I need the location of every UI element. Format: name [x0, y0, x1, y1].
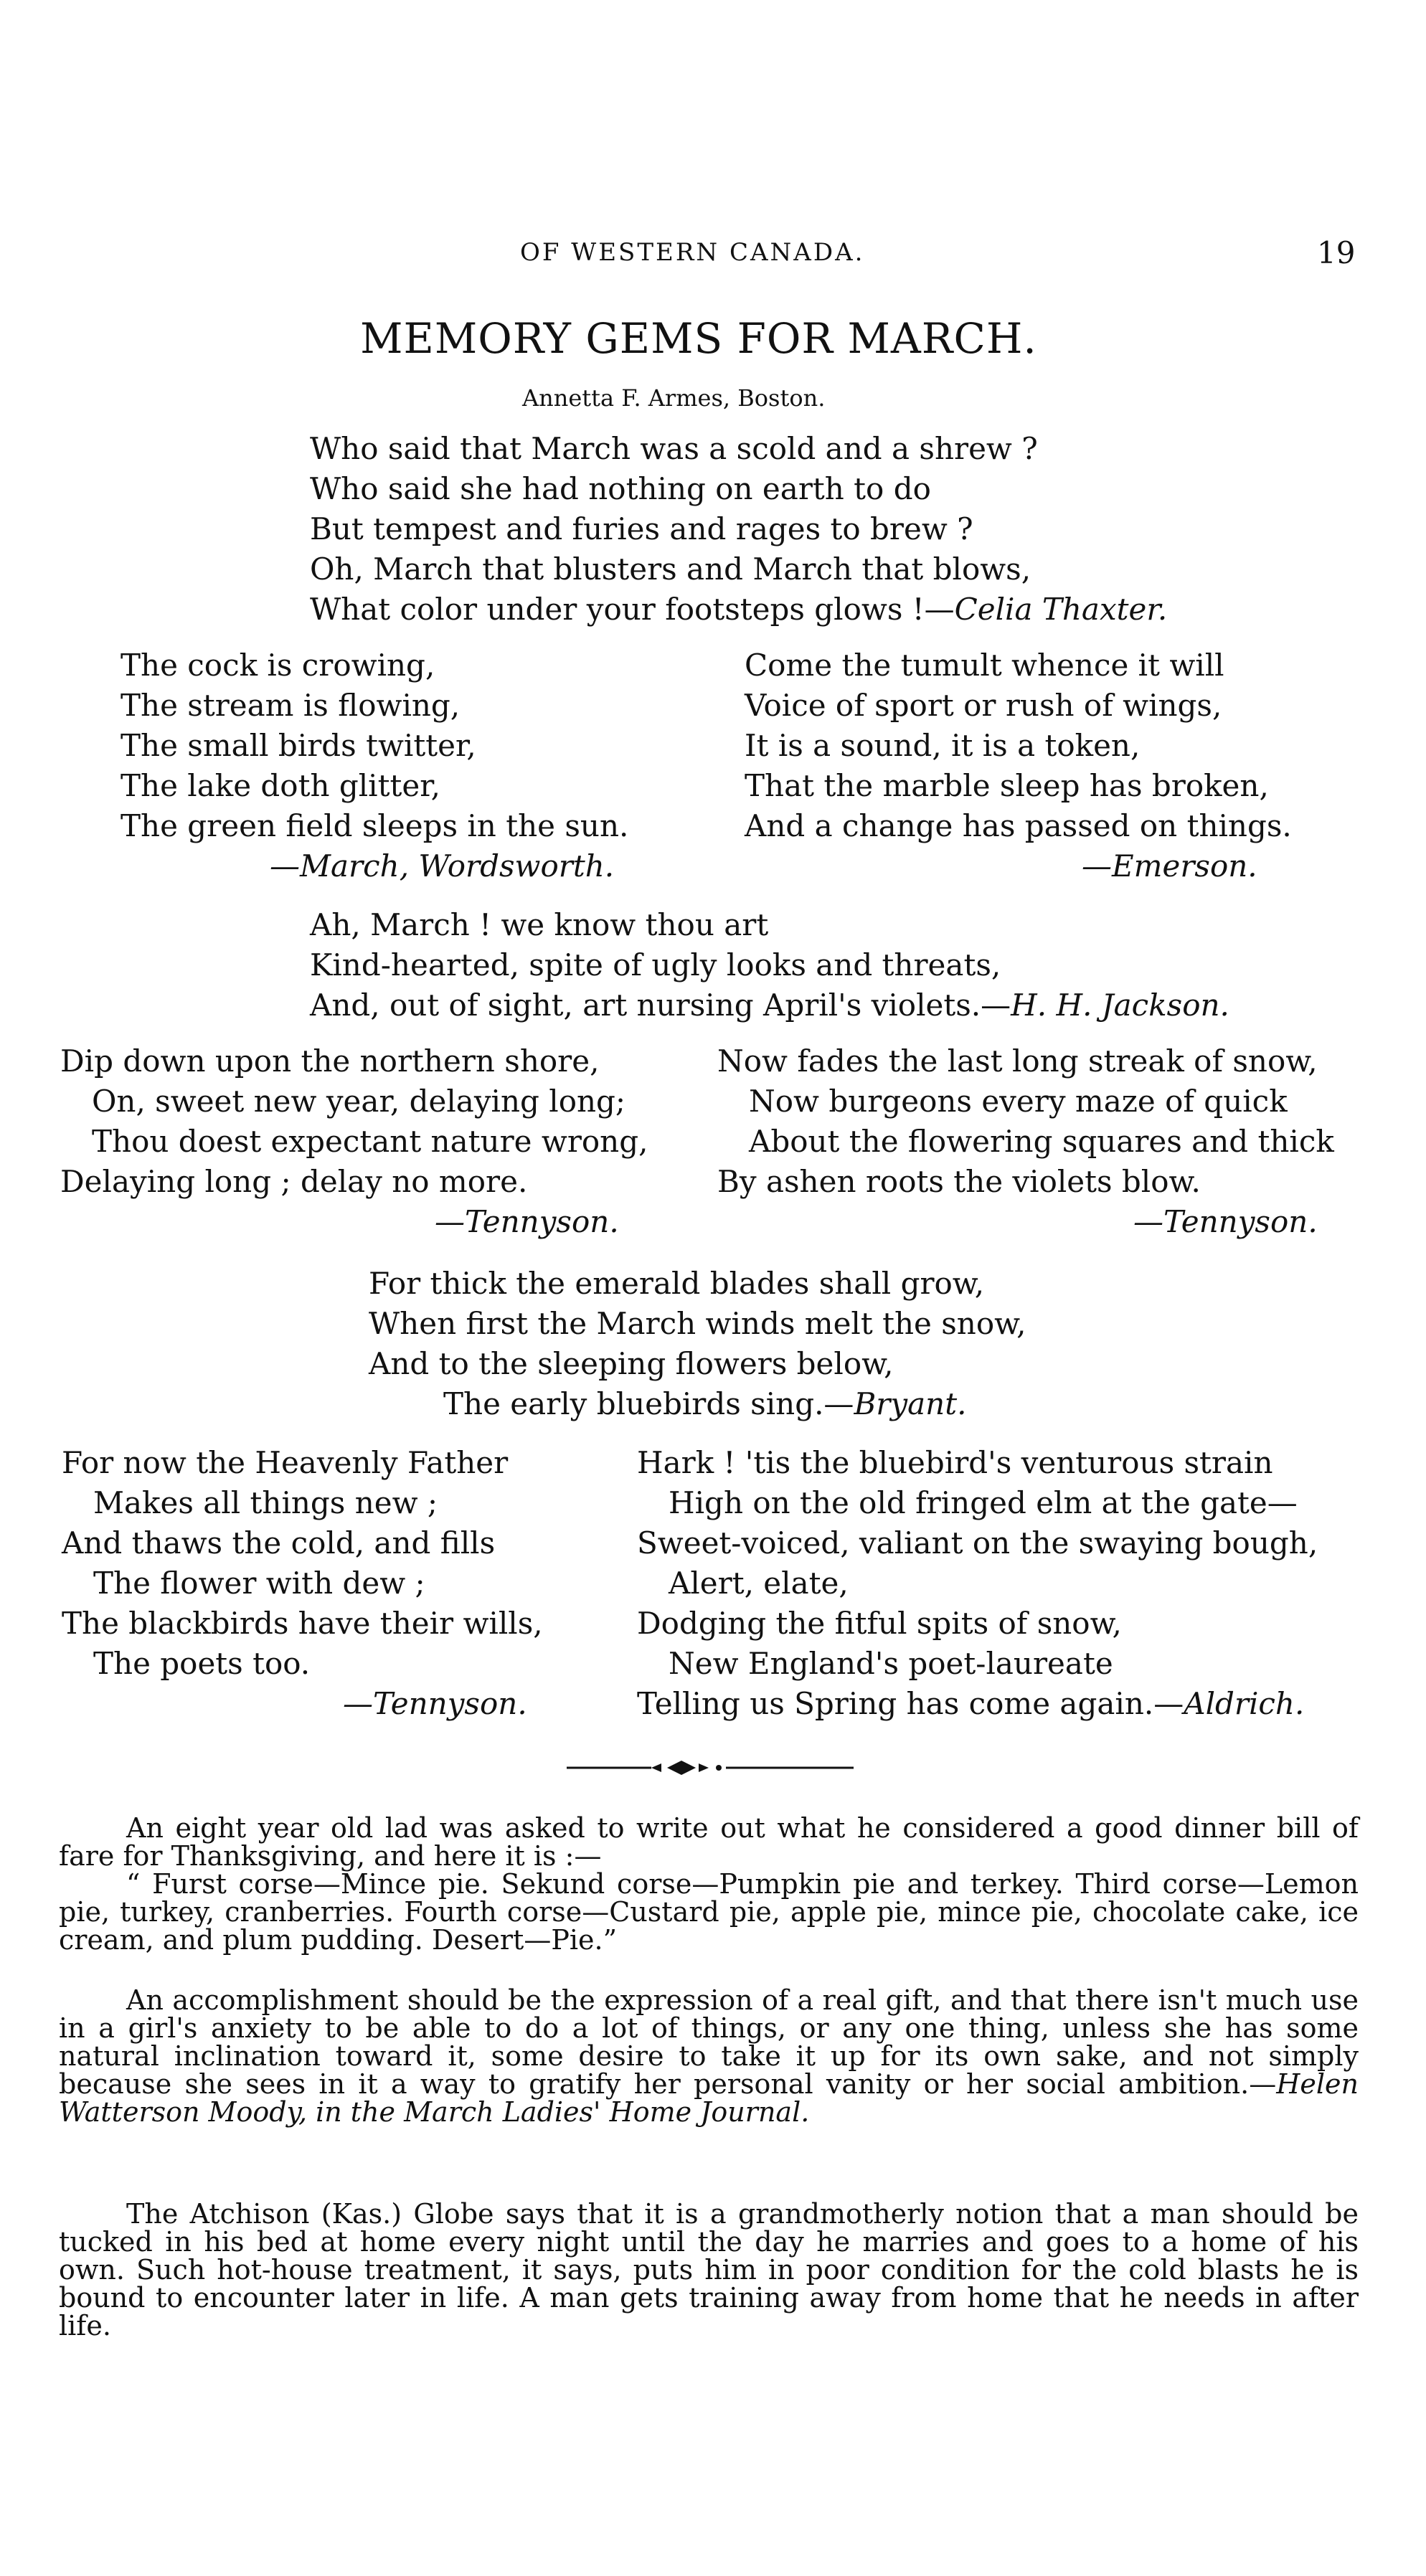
poem-attribution: Celia Thaxter.: [954, 592, 1168, 627]
running-title: OF WESTERN CANADA.: [520, 238, 865, 267]
poem-line: And a change has passed on things.: [745, 808, 1292, 843]
poem-line: Dodging the fitful spits of snow,: [637, 1606, 1122, 1641]
page-number: 19: [1317, 235, 1356, 270]
prose-accomplishment: [59, 1984, 1359, 2128]
poem-last-line: [369, 1384, 1026, 1424]
poem-line: Makes all things new ;: [93, 1485, 438, 1520]
poem-aldrich: [637, 1443, 1318, 1724]
poem-tennyson-shore: [60, 1041, 648, 1242]
byline: Annetta F. Armes, Boston.: [522, 384, 826, 412]
poem-wordsworth: [121, 645, 628, 886]
poem-line: But tempest and furies and rages to brew ?: [310, 511, 973, 546]
article-title-text: MEMORY GEMS FOR MARCH.: [360, 314, 1037, 363]
poem-line: The flower with dew ;: [93, 1566, 425, 1601]
poem-line: It is a sound, it is a token,: [745, 728, 1141, 763]
poem-emerson: [745, 645, 1292, 886]
paragraph: The Atchison (Kas.) Globe says that it is a grandmotherly notion that a man should be tucked in his bed at home every night until the day he marries and goes to a home of his own. Such hot-house treatment, it says, puts him in poor condition for the cold blasts he is bound to encounter later in life. A man gets training away from home that he needs in after life.: [59, 2198, 1359, 2341]
poem-line: When first the March winds melt the snow,: [369, 1306, 1026, 1341]
poem-line: The poets too.: [93, 1646, 311, 1681]
poem-line-text: And, out of sight, art nursing April's violets.—: [310, 988, 1011, 1023]
poem-line: For now the Heavenly Father: [62, 1445, 509, 1480]
poem-line: High on the old fringed elm at the gate—: [669, 1485, 1298, 1520]
poem-attribution: —Tennyson.: [1133, 1204, 1318, 1239]
poem-line: The blackbirds have their wills,: [62, 1606, 543, 1641]
poem-line: And thaws the cold, and fills: [62, 1525, 496, 1561]
paragraph: [59, 1984, 1359, 2128]
poem-line-text: What color under your footsteps glows !—: [310, 592, 955, 627]
poem-attribution: Bryant.: [854, 1386, 967, 1421]
paragraph-text: An accomplishment should be the expression of a real gift, and that there isn't much use in a girl's anxiety to be able to do a lot of things, or any one thing, unless she has some natural inclination toward it, some desire to take it up for its own sake, and not simply because she sees in it a way to gratify her personal vanity or her social ambition.—: [59, 1984, 1359, 2100]
poem-line: On, sweet new year, delaying long;: [92, 1084, 626, 1119]
poem-tennyson-snow: [717, 1041, 1334, 1242]
poem-line: Thou doest expectant nature wrong,: [92, 1124, 648, 1159]
poem-line: Voice of sport or rush of wings,: [745, 688, 1222, 723]
poem-line: And to the sleeping flowers below,: [369, 1346, 894, 1381]
ornament-divider-icon: [567, 1753, 854, 1782]
poem-line-text: The early bluebirds sing.—: [443, 1386, 854, 1421]
poem-line: The stream is flowing,: [121, 688, 461, 723]
poem-line: Who said she had nothing on earth to do: [310, 471, 931, 506]
poem-line: Now fades the last long streak of snow,: [717, 1043, 1318, 1079]
poem-bryant: [369, 1264, 1026, 1424]
poem-thaxter: [310, 429, 1167, 630]
poem-attribution: H. H. Jackson.: [1011, 988, 1229, 1023]
prose-thanksgiving: [59, 1814, 1359, 1954]
poem-attribution: —Tennyson.: [343, 1686, 527, 1721]
poem-jackson: [310, 905, 1229, 1026]
poem-line: Now burgeons every maze of quick: [749, 1084, 1288, 1119]
poem-last-line: [310, 985, 1229, 1026]
poem-line: Ah, March ! we know thou art: [310, 907, 769, 942]
poem-line-text: Telling us Spring has come again.—: [637, 1686, 1184, 1721]
poem-line: Oh, March that blusters and March that blows,: [310, 551, 1031, 587]
paragraph-attribution: Helen Watterson Moody, in the March Ladies' Home Journal.: [59, 2068, 1359, 2128]
poem-attribution: —Emerson.: [1082, 848, 1257, 884]
poem-line: That the marble sleep has broken,: [745, 768, 1269, 803]
poem-line: By ashen roots the violets blow.: [717, 1164, 1201, 1199]
poem-line: The cock is crowing,: [121, 648, 435, 683]
paragraph: “ Furst corse—Mince pie. Sekund corse—Pumpkin pie and terkey. Third corse—Lemon pie, turkey, cranberries. Fourth corse—Custard pie, apple pie, mince pie, chocolate cake, ice cream, and plum pudding. Desert—Pie.”: [59, 1868, 1359, 1956]
poem-line: Delaying long ; delay no more.: [60, 1164, 528, 1199]
article-title: [0, 314, 1426, 363]
poem-attribution: —Tennyson.: [435, 1204, 619, 1239]
poem-line: Dip down upon the northern shore,: [60, 1043, 600, 1079]
poem-attribution: —March, Wordsworth.: [270, 848, 615, 884]
poem-line: Alert, elate,: [669, 1566, 849, 1601]
poem-tennyson-father: [62, 1443, 543, 1724]
poem-line: Sweet-voiced, valiant on the swaying bough,: [637, 1525, 1318, 1561]
prose-atchison: [59, 2200, 1359, 2340]
poem-last-line: [637, 1684, 1318, 1724]
poem-line: Hark ! 'tis the bluebird's venturous strain: [637, 1445, 1273, 1480]
poem-attribution: Aldrich.: [1184, 1686, 1305, 1721]
poem-line: Who said that March was a scold and a shrew ?: [310, 431, 1038, 466]
poem-line: For thick the emerald blades shall grow,: [369, 1266, 985, 1301]
poem-line: Kind-hearted, spite of ugly looks and threats,: [310, 947, 1001, 982]
poem-line: The green field sleeps in the sun.: [121, 808, 629, 843]
paragraph: An eight year old lad was asked to write out what he considered a good dinner bill of fare for Thanksgiving, and here it is :—: [59, 1812, 1359, 1872]
poem-last-line: [310, 589, 1167, 630]
poem-line: About the flowering squares and thick: [749, 1124, 1334, 1159]
poem-line: New England's poet-laureate: [669, 1646, 1113, 1681]
poem-line: Come the tumult whence it will: [745, 648, 1224, 683]
poem-line: The small birds twitter,: [121, 728, 476, 763]
poem-line: The lake doth glitter,: [121, 768, 441, 803]
